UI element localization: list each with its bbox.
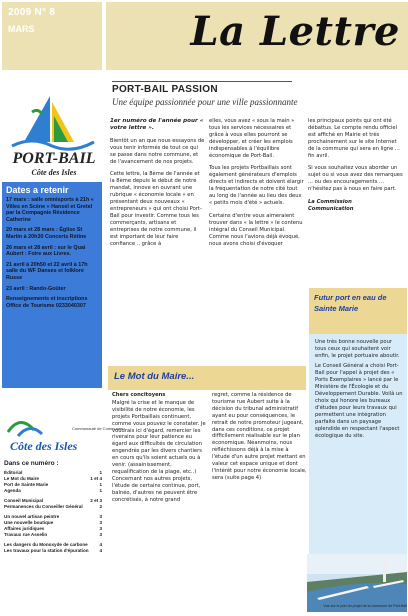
toc-row — [4, 532, 102, 538]
toc-page: 3 — [99, 514, 102, 519]
editorial-lede: 1er numéro de l'année pour « votre lettre ». — [110, 118, 204, 131]
toc-label: Travaux rue Asselin — [4, 532, 48, 537]
section-subtitle: Une équipe passionnée pour une ville passionnante — [112, 97, 298, 107]
masthead-title: La Lettre — [190, 8, 400, 55]
toc-label: Une nouvelle boutique — [4, 520, 54, 525]
toc-group — [4, 498, 102, 510]
date-item: 21 avril à 20h50 et 22 avril à 17h salle du WF Danses et folklore Russe — [6, 261, 88, 281]
dates-title: Dates a retenir — [6, 185, 69, 195]
section-kicker: PORT-BAIL PASSION — [112, 84, 218, 95]
paragraph: Bientôt un an que nous essayons de vous tenir informés de tout ce qui se passe dans notre commune, et de l'avancement de nos projets. — [110, 137, 205, 165]
issue-month: MARS — [8, 24, 35, 34]
toc-label: Le Mot du Maire — [4, 476, 39, 481]
toc-label: Conseil Municipal — [4, 498, 44, 503]
toc-row — [4, 548, 102, 554]
toc-page: 2 et 3 — [90, 498, 102, 503]
toc-label: Permanences du Conseiller Général — [4, 504, 83, 509]
toc-label: Port de Sainte Marie — [4, 482, 49, 487]
paragraph: regret, comme la résidence de tourisme rue Aubert suite à la décision du tribunal administratif ayant eu pour conséquences, le retrait de notre promoteur jugeant, dans ces conditions, ce projet difficilement réalisable sur le plan économique. Néanmoins, nous réfléchissons déjà à la mise à l'étude d'un autre projet mettant en valeur cet espace unique et dont l'intérêt pour notre économie locale, sera (suite page 4) — [212, 392, 307, 481]
port-heading-box — [309, 288, 407, 334]
toc-label: Agenda — [4, 488, 21, 493]
maire-title: Le Mot du Maire... — [114, 371, 195, 382]
cote-logo-sub: Communauté de Communes — [72, 426, 124, 431]
toc-page: 3 — [99, 520, 102, 525]
table-of-contents — [4, 460, 102, 558]
dates-box — [2, 182, 102, 388]
toc-page: 1 et 4 — [90, 476, 102, 481]
toc-page: 1 — [99, 482, 102, 487]
port-title: Futur port en eau de Sainte Marie — [314, 293, 387, 313]
toc-label: Un nouvel artisan peintre — [4, 514, 60, 519]
toc-page: 3 — [99, 532, 102, 537]
date-item: 17 mars : salle omnisports à 21h « Villes en Scène » Hansel et Gretel par la Compagnie Résidence Catherine — [6, 197, 94, 223]
maire-salutation: Chers concitoyens — [112, 392, 166, 398]
masthead — [106, 2, 408, 70]
paragraph: Si vous souhaitez vous aborder un sujet ou si vous avez des remarques ... ou des encouragements ... n'hésitez pas à nous en faire part. — [308, 165, 403, 193]
issue-box — [2, 2, 102, 70]
paragraph: Tous les projets Portbaillais sont également générateurs d'emplois directs et indirects et doivent élargir la fréquentation de notre cité tout au long de l'année au lieu des deux « petits mois d'été » actuels. — [209, 165, 304, 206]
issue-number: 2009 N° 8 — [8, 7, 56, 18]
toc-page: 1 — [99, 488, 102, 493]
editorial-column-3 — [308, 118, 403, 219]
toc-page: 4 — [99, 542, 102, 547]
editorial-column-2 — [209, 118, 304, 253]
left-sidebar — [0, 0, 124, 614]
maire-heading-box — [108, 366, 306, 390]
sailboat-icon — [2, 92, 102, 154]
toc-label: Les travaux pour la station d'épuration — [4, 548, 89, 553]
logo-tagline: Côte des Isles — [31, 168, 77, 177]
paragraph: Cette lettre, la 8ème de l'année et la 8ème depuis le début de notre mandat, innove en ouvrant une rubrique « économie locale » en présentant deux nouveaux « entrepreneurs » qui ont choisi Port-Bail pour investir. Comme tous les commerçants, artisans et entreprises de notre commune, il est important de leur faire confiance .. grâce à — [110, 171, 202, 247]
port-bail-logo — [2, 92, 102, 182]
toc-group — [4, 542, 102, 554]
toc-row — [4, 488, 102, 494]
maire-column-1 — [112, 392, 207, 510]
photo-caption: Vue sur le port du projet de la commune de Port-Bail — [323, 604, 407, 608]
date-item: Renseignements et inscriptions Office de Tourisme 0233040307 — [6, 296, 88, 309]
editorial-column-1 — [110, 118, 205, 253]
toc-page: 3 — [99, 526, 102, 531]
toc-label: Les dangers du Monoxyde de carbone — [4, 542, 88, 547]
paragraph: elles, vous avez « sous la main » tous les services nécessaires et grâce à vous elles pourront se développer, et créer les emplois indispensables à l'équilibre économique de Port-Bail. — [209, 118, 295, 159]
logo-name: PORT-BAIL — [12, 150, 96, 167]
port-article — [309, 334, 407, 556]
toc-page: 1 — [99, 470, 102, 475]
paragraph: Malgré la crise et le manque de visibilité de notre économie, les projets Portbaillais continuent, comme vous pouvez le constater. Je voudrais ici d'égard, remercier les riverains pour leur patience eu égard aux difficultés de circulation engendrés par les divers chantiers en cours qu'ils soient actuels ou à venir. (assainissement, requalification de la plage, etc..) Concernant nos autres projets, l'étude de certains continue, port, balnéo, d'autres ne peuvent être concrétisés, à notre grand — [112, 399, 206, 503]
toc-group — [4, 514, 102, 538]
date-item: 26 mars et 28 avril : sur le Quai Aubert : Foire aux Livres. — [6, 244, 86, 258]
divider — [112, 81, 292, 82]
wave-logo-icon — [2, 406, 124, 456]
cote-logo-text: Côte des Isles — [10, 439, 78, 453]
date-item: 20 mars et 28 mars : Église St Martin à 20h30 Concerts Rétine — [6, 227, 87, 240]
editorial-signoff: La Commission Communication — [308, 199, 354, 212]
toc-label: Éditorial — [4, 470, 23, 475]
paragraph: Une très bonne nouvelle pour tous ceux qui souhaitent voir enfin, le projet portuaire aboutir. — [315, 339, 400, 359]
toc-label: Affaires juridiques — [4, 526, 45, 531]
cote-des-isles-logo — [2, 406, 124, 456]
maire-column-2 — [212, 392, 307, 488]
toc-group — [4, 470, 102, 494]
date-item: 23 avril : Rando-Goûter — [6, 285, 66, 292]
paragraph: les principaux points qui ont été débattus. Le compte rendu officiel est affiché en Mairie et très prochainement sur le site Internet de la commune qui sera en ligne ... fin avril. — [308, 118, 400, 159]
contents-title: Dans ce numéro : — [4, 460, 59, 467]
toc-page: 2 — [99, 504, 102, 509]
paragraph: Certains d'entre vous aimeraient trouver dans « la lettre » le contenu intégral du Conseil Municipal. Comme nous l'avions déjà évoqué, nous avons choisi d'évoquer — [209, 212, 303, 247]
toc-page: 4 — [99, 548, 102, 553]
paragraph: Le Conseil Général a choisi Port-Bail pour l'appel à projet des « Ports Exemplaires » lancé par le Ministère de l'Écologie et du Développement Durable. Voilà un choix qui honore les bureaux d'études pour leurs travaux qui permettent une intégration parfaite dans un paysage splendide en respectant l'aspect écologique du site. — [315, 363, 403, 439]
toc-row — [4, 504, 102, 510]
